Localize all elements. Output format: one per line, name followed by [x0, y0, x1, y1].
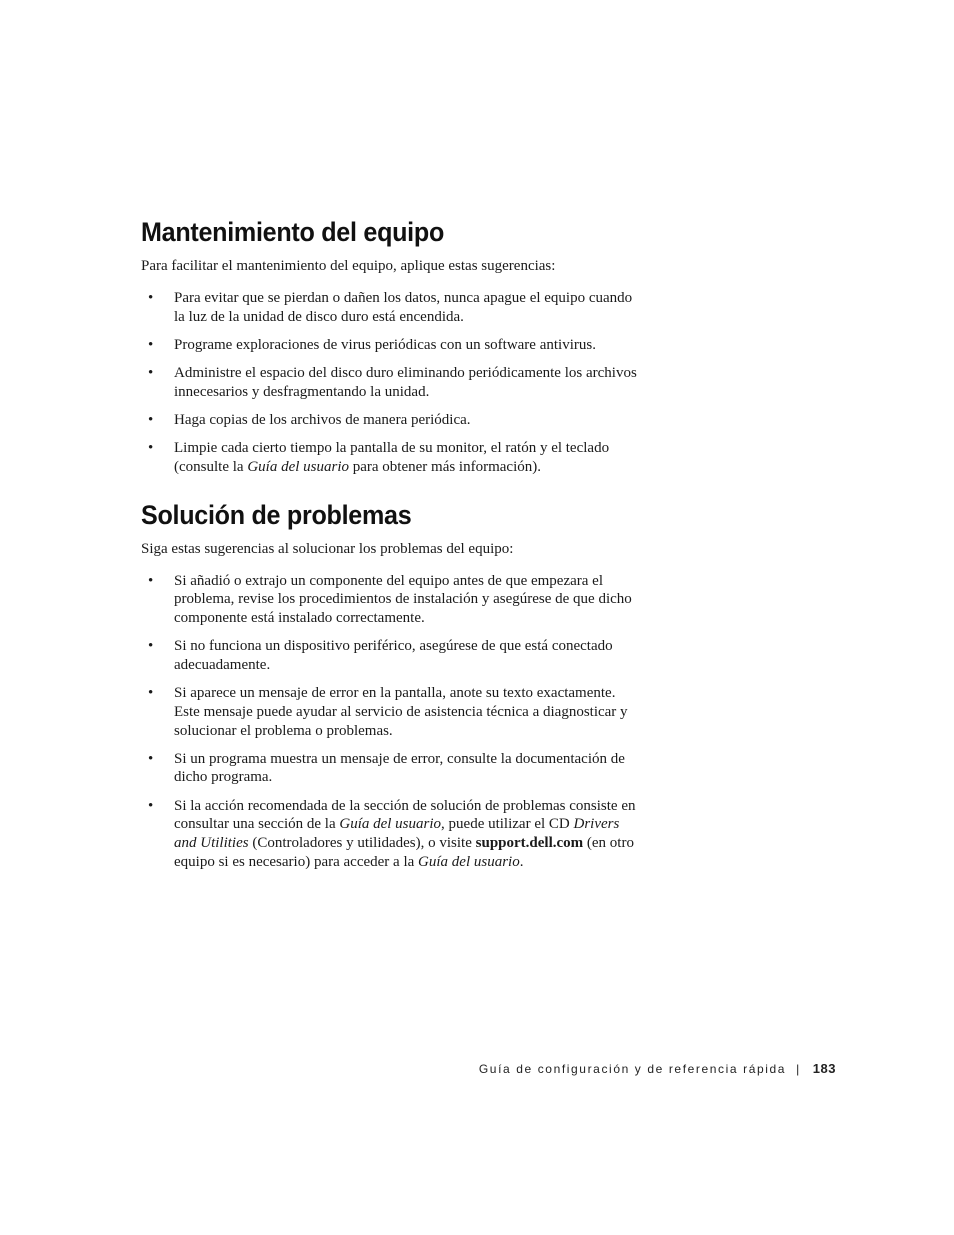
footer-guide-title: Guía de configuración y de referencia rápida [478, 1062, 787, 1076]
list-item-text: Si no funciona un dispositivo periférico, asegúrese de que está conectado adecuadamente. [174, 638, 613, 673]
cd-title-italic: Drivers and Utilities [174, 816, 620, 852]
guide-title-italic: Guía del usuario [339, 816, 442, 833]
bullet-glyph: • [148, 290, 154, 306]
page-number: 183 [812, 1061, 836, 1076]
page-content [141, 212, 641, 881]
list-item-text: Para evitar que se pierdan o dañen los datos, nunca apague el equipo cuando la luz de la unidad de disco duro está encendida. [174, 290, 633, 325]
guide-title-italic: Guía del usuario [247, 458, 349, 475]
bullet-glyph: • [148, 638, 154, 655]
list-item-text: . [519, 853, 524, 870]
list-item-text: (en otro equipo si es necesario) para acceder a la [174, 835, 634, 870]
list-item [141, 439, 641, 476]
troubleshooting-section [141, 495, 641, 872]
list-item [141, 750, 641, 787]
bullet-glyph: • [148, 685, 154, 702]
footer-separator: | [796, 1062, 801, 1076]
bullet-glyph: • [148, 336, 154, 353]
list-item-text: Limpie cada cierto tiempo la pantalla de su monitor, el ratón y el teclado (consulte la [174, 440, 610, 475]
bullet-glyph: • [148, 572, 154, 589]
support-website-link: support.dell.com [475, 835, 584, 852]
list-item-text: Si la acción recomendada de la sección de solución de problemas consiste en consultar una sección de la [174, 797, 636, 833]
list-item [141, 797, 641, 872]
guide-title-italic: Guía del usuario [418, 853, 520, 870]
list-item [141, 572, 641, 628]
maintenance-list [141, 289, 641, 477]
section-intro-troubleshooting: Siga estas sugerencias al solucionar los problemas del equipo: [141, 540, 514, 557]
bullet-glyph: • [148, 365, 154, 382]
list-item-text: Programe exploraciones de virus periódicas con un software antivirus. [174, 336, 596, 353]
section-intro-maintenance: Para facilitar el mantenimiento del equipo, aplique estas sugerencias: [141, 258, 556, 274]
list-item [141, 637, 641, 674]
list-item-text: Si añadió o extrajo un componente del equipo antes de que empezara el problema, revise los procedimientos de instalación y asegúrese de que dicho componente está instalado correctamente. [174, 572, 632, 627]
bullet-glyph: • [148, 750, 154, 767]
list-item-text: Si aparece un mensaje de error en la pantalla, anote su texto exactamente. Este mensaje puede ayudar al servicio de asistencia técnica a diagnosticar y solucionar el problema o problemas. [174, 685, 628, 739]
list-item [141, 411, 641, 430]
list-item-text: (Controladores y utilidades), o visite [248, 835, 476, 852]
section-title-maintenance: Mantenimiento del equipo [141, 217, 445, 247]
troubleshooting-list [141, 572, 641, 872]
list-item-text: para obtener más información). [348, 458, 541, 475]
section-title-troubleshooting: Solución de problemas [141, 499, 412, 530]
list-item [141, 364, 641, 401]
bullet-glyph: • [148, 797, 154, 814]
list-item-text: Si un programa muestra un mensaje de error, consulte la documentación de dicho programa. [174, 750, 625, 786]
list-item-text: Administre el espacio del disco duro eliminando periódicamente los archivos innecesarios y desfragmentando la unidad. [174, 365, 637, 400]
list-item-text: Haga copias de los archivos de manera periódica. [174, 412, 471, 429]
list-item [141, 336, 641, 355]
page-footer [479, 1061, 836, 1076]
bullet-glyph: • [148, 412, 154, 429]
list-item [141, 289, 641, 326]
list-item-text: , puede utilizar el CD [441, 816, 574, 833]
bullet-glyph: • [148, 440, 154, 457]
list-item [141, 684, 641, 740]
